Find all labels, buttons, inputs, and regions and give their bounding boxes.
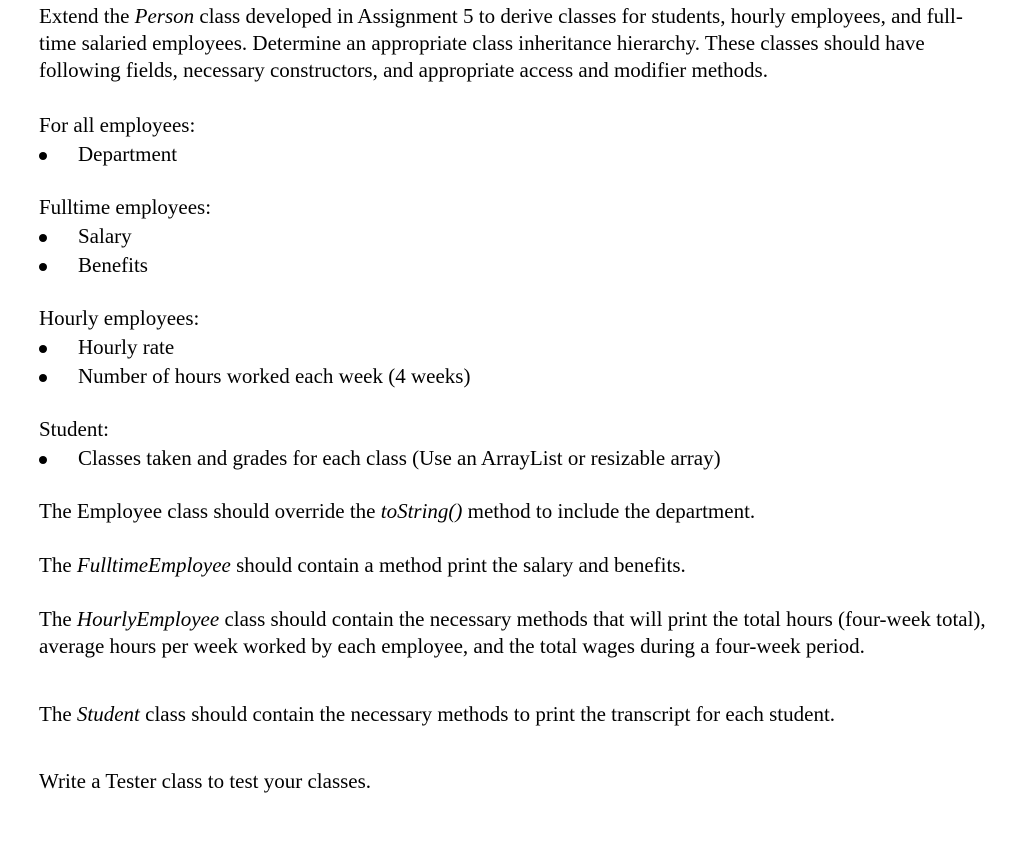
bullet-icon (39, 263, 47, 271)
bullet-icon (39, 234, 47, 242)
bullet-icon (39, 345, 47, 353)
student-text-start: The (39, 702, 77, 726)
student-class-name: Student (76, 702, 140, 726)
tostring-method-name: toString() (380, 499, 463, 523)
list-item (39, 140, 999, 169)
list-item (39, 222, 999, 251)
intro-paragraph (39, 3, 999, 84)
bullet-icon (39, 374, 47, 382)
employee-text-start: The Employee class should override the (39, 499, 381, 523)
section-heading-all-employees: For all employees: (39, 113, 196, 137)
bullet-icon (39, 456, 47, 464)
bullet-list-student (39, 444, 999, 473)
section-heading-fulltime: Fulltime employees: (39, 195, 212, 219)
tester-paragraph: Write a Tester class to test your classes. (39, 769, 372, 793)
list-item (39, 333, 999, 362)
hourly-text-rest: class should contain the necessary methods that will print the total hours (four-week total), average hours per week worked by each employee, and the total wages during a four-week period. (39, 607, 986, 658)
fulltime-text-rest: should contain a method print the salary and benefits. (230, 553, 686, 577)
list-item-text: Benefits (78, 253, 148, 277)
list-item (39, 362, 999, 391)
employee-text-rest: method to include the department. (462, 499, 756, 523)
list-item-text: Hourly rate (78, 335, 175, 359)
list-item-text: Department (78, 142, 178, 166)
section-heading-student: Student: (39, 417, 110, 441)
fulltime-class-name: FulltimeEmployee (76, 553, 231, 577)
fulltime-text-start: The (39, 553, 77, 577)
intro-text-start: Extend the (39, 4, 135, 28)
section-heading-hourly: Hourly employees: (39, 306, 200, 330)
hourly-text-start: The (39, 607, 77, 631)
fulltime-paragraph (39, 552, 999, 579)
list-item (39, 251, 999, 280)
hourly-paragraph (39, 606, 999, 660)
hourly-class-name: HourlyEmployee (76, 607, 220, 631)
person-class-name: Person (134, 4, 195, 28)
bullet-list-fulltime (39, 222, 999, 280)
list-item-text: Classes taken and grades for each class (Use an ArrayList or resizable array) (78, 446, 721, 470)
intro-text-rest: class developed in Assignment 5 to derive classes for students, hourly employees, and full-time salaried employees. Determine an appropriate class inheritance hierarchy. These classes should have following fields, necessary constructors, and appropriate access and modifier methods. (39, 4, 963, 82)
document-body (39, 3, 999, 795)
student-paragraph (39, 701, 999, 728)
employee-tostring-paragraph (39, 498, 999, 525)
student-text-rest: class should contain the necessary methods to print the transcript for each student. (139, 702, 836, 726)
list-item-text: Salary (78, 224, 132, 248)
bullet-list-hourly (39, 333, 999, 391)
list-item-text: Number of hours worked each week (4 weeks) (78, 364, 471, 388)
bullet-list-all-employees (39, 140, 999, 169)
bullet-icon (39, 152, 47, 160)
list-item (39, 444, 999, 473)
